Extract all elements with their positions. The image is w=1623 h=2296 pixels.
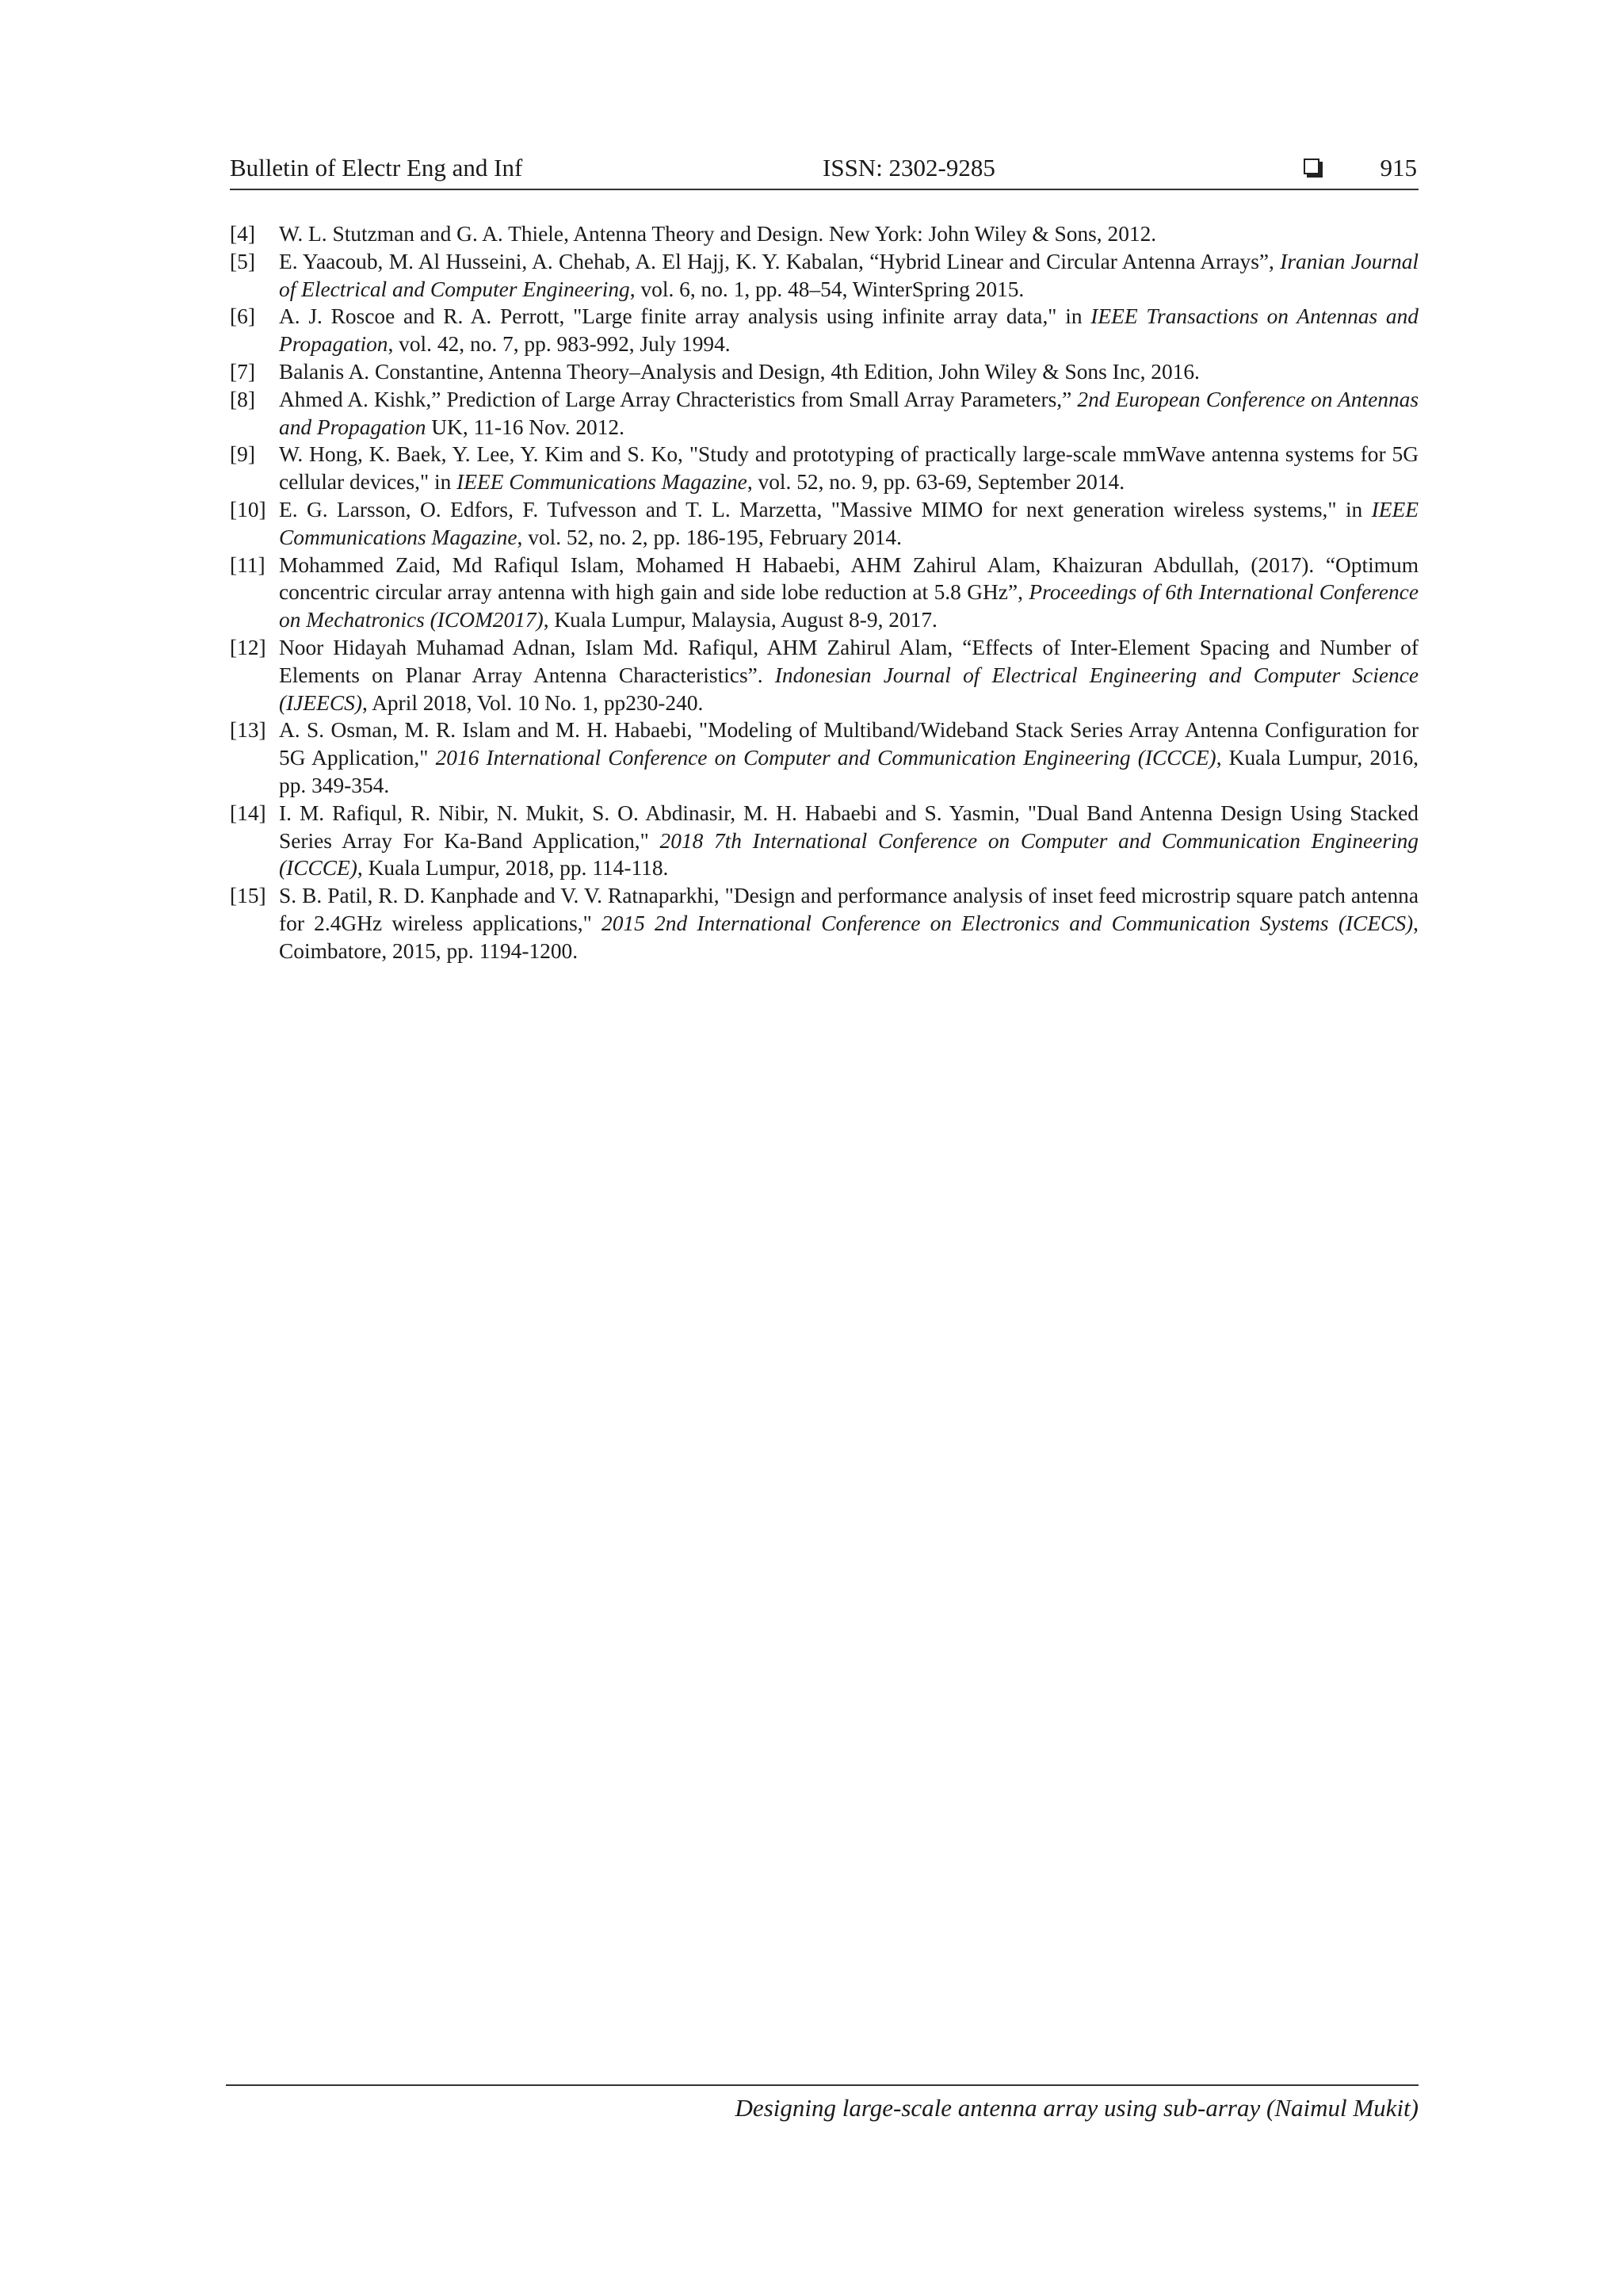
reference-item [230,248,1419,304]
reference-venue: IEEE Transactions on Antennas and Propagation [279,304,1419,357]
reference-segment: Mohammed Zaid, Md Rafiqul Islam, Mohamed H Habaebi, AHM Zahirul Alam, Khaizuran Abdullah, (2017). “Optimum concentric circular array antenna with high gain and side lobe reduction at 5.8 GHz”, [279,552,1419,605]
reference-segment: , Kuala Lumpur, 2018, pp. 114-118. [357,856,669,881]
reference-segment: Balanis A. Constantine, Antenna Theory–Analysis and Design, 4th Edition, John Wiley & Sons Inc, 2016. [279,359,1200,384]
reference-text [279,303,1419,358]
reference-list [230,220,1419,965]
reference-segment: I. M. Rafiqul, R. Nibir, N. Mukit, S. O. Abdinasir, M. H. Habaebi and S. Yasmin, "Dual Band Antenna Design Using Stacked Series Array For Ka-Band Application," [279,800,1419,853]
reference-segment: A. J. Roscoe and R. A. Perrott, "Large finite array analysis using infinite array data," in [279,304,1091,329]
reference-number: [4] [230,222,255,246]
reference-segment: , vol. 52, no. 2, pp. 186-195, February 2014. [517,525,902,549]
reference-venue: IEEE Communications Magazine [279,497,1419,549]
reference-number: [10] [230,497,266,521]
reference-item [230,882,1419,965]
reference-venue: 2018 7th International Conference on Computer and Communication Engineering (ICCCE) [279,828,1419,881]
reference-text [279,248,1419,304]
reference-item [230,386,1419,441]
reference-text [279,441,1419,496]
reference-number: [14] [230,800,266,825]
page-header [230,152,1419,190]
reference-venue: Proceedings of 6th International Conference on Mechatronics (ICOM2017) [279,580,1419,632]
reference-segment: E. G. Larsson, O. Edfors, F. Tufvesson and T. L. Marzetta, "Massive MIMO for next generation wireless systems," in [279,497,1372,521]
reference-venue: 2nd European Conference on Antennas and Propagation [279,387,1419,439]
reference-segment: S. B. Patil, R. D. Kanphade and V. V. Ratnaparkhi, "Design and performance analysis of inset feed microstrip square patch antenna for 2.4GHz wireless applications," [279,884,1419,935]
reference-segment: , Kuala Lumpur, Malaysia, August 8-9, 2017. [543,608,938,632]
page-footer [226,2084,1419,2122]
reference-item [230,800,1419,882]
running-title: Designing large-scale antenna array using sub-array (Naimul Mukit) [735,2094,1419,2122]
reference-item [230,634,1419,716]
reference-item [230,303,1419,358]
reference-text [279,882,1419,965]
reference-text [279,220,1419,248]
reference-text [279,358,1419,386]
reference-number: [13] [230,718,266,743]
reference-number: [5] [230,249,255,273]
reference-venue: Iranian Journal of Electrical and Computer Engineering [279,249,1419,301]
reference-text [279,634,1419,716]
reference-item [230,496,1419,552]
square-box-icon [1304,159,1319,174]
issn: ISSN: 2302-9285 [823,154,995,181]
reference-venue: Indonesian Journal of Electrical Engineering and Computer Science (IJEECS) [279,663,1419,715]
reference-text [279,386,1419,441]
reference-text [279,552,1419,634]
reference-number: [11] [230,552,265,577]
reference-number: [6] [230,304,255,329]
page-number: 915 [1380,154,1417,181]
journal-name: Bulletin of Electr Eng and Inf [230,154,523,181]
reference-segment: E. Yaacoub, M. Al Husseini, A. Chehab, A. El Hajj, K. Y. Kabalan, “Hybrid Linear and Circular Antenna Arrays”, [279,249,1281,273]
reference-venue: 2015 2nd International Conference on Electronics and Communication Systems (ICECS) [601,911,1414,935]
reference-number: [15] [230,884,266,908]
reference-segment: UK, 11-16 Nov. 2012. [426,415,624,439]
reference-text [279,496,1419,552]
reference-number: [7] [230,359,255,384]
reference-segment: Ahmed A. Kishk,” Prediction of Large Array Chracteristics from Small Array Parameters,” [279,387,1078,411]
reference-number: [8] [230,387,255,411]
reference-segment: , vol. 6, no. 1, pp. 48–54, WinterSpring 2015. [629,277,1025,301]
reference-segment: , Kuala Lumpur, 2016, pp. 349-354. [279,746,1419,797]
reference-segment: Noor Hidayah Muhamad Adnan, Islam Md. Rafiqul, AHM Zahirul Alam, “Effects of Inter-Element Spacing and Number of Elements on Planar Array Antenna Characteristics”. [279,635,1419,687]
reference-item [230,220,1419,248]
reference-item [230,441,1419,496]
reference-text [279,800,1419,882]
reference-venue: IEEE Communications Magazine [456,470,747,495]
reference-text [279,716,1419,799]
reference-segment: , vol. 42, no. 7, pp. 983-992, July 1994. [388,332,731,357]
reference-segment: , April 2018, Vol. 10 No. 1, pp230-240. [361,690,704,715]
reference-venue: 2016 International Conference on Computer and Communication Engineering (ICCCE) [435,746,1216,770]
reference-segment: A. S. Osman, M. R. Islam and M. H. Habaebi, "Modeling of Multiband/Wideband Stack Series Array Antenna Configuration for 5G Application," [279,718,1419,770]
reference-number: [9] [230,442,255,467]
reference-item [230,358,1419,386]
reference-segment: , Coimbatore, 2015, pp. 1194-1200. [279,911,1419,963]
reference-segment: W. Hong, K. Baek, Y. Lee, Y. Kim and S. Ko, "Study and prototyping of practically large-scale mmWave antenna systems for 5G cellular devices," in [279,442,1419,495]
reference-number: [12] [230,635,266,659]
reference-item [230,552,1419,634]
reference-item [230,716,1419,799]
reference-segment: W. L. Stutzman and G. A. Thiele, Antenna Theory and Design. New York: John Wiley & Sons, 2012. [279,222,1157,246]
reference-segment: , vol. 52, no. 9, pp. 63-69, September 2014. [747,470,1125,495]
